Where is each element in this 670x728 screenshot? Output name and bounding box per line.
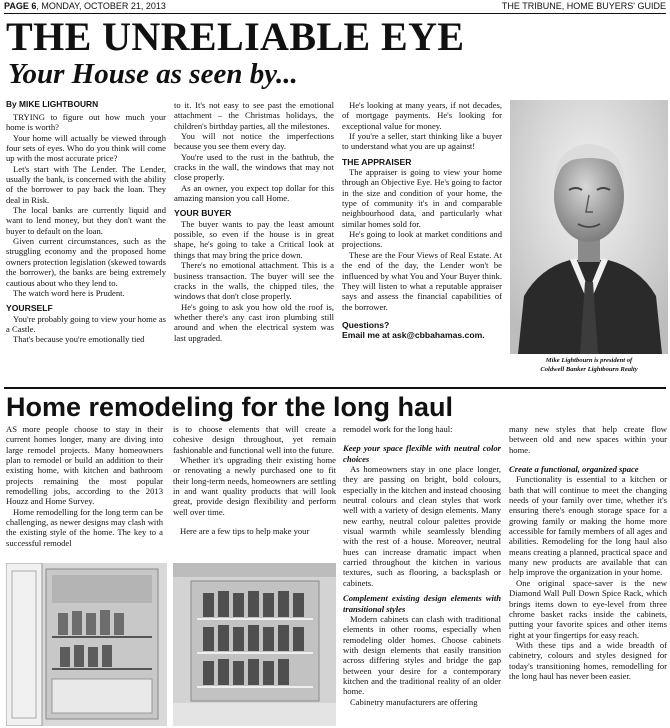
paragraph: You're probably going to view your home as a Castle.: [6, 313, 166, 334]
paragraph: many new styles that help create flow between old and new spaces within your home.: [509, 424, 667, 455]
paragraph: One original space-saver is the new Diamond Wall Pull Down Spice Rack, which brings items down to eye-level from three chrome basket racks inside the cabinets, putting your favorite spices and other items right at your fingertips for easy reach.: [509, 577, 667, 640]
paragraph: Here are a few tips to help make your: [180, 526, 310, 537]
portrait-caption: [510, 356, 668, 374]
page-number: PAGE 6: [4, 1, 37, 11]
paragraph: AS more people choose to stay in their current homes longer, many are diving into large remodel projects. Many homeowners plan to remodel or build an addition to their existing home, with kitchen and bathroom projects remaining the most popular remodelling jobs, according to the 2013 Houzz and Home Survey.: [6, 424, 163, 507]
subhead-functional: Create a functional, organized space: [509, 464, 639, 475]
article2-column-2: [173, 424, 336, 562]
paragraph: You're used to the rust in the bathtub, the cracks in the wall, the windows that may not close properly.: [174, 151, 334, 183]
paragraph: is to choose elements that will create a cohesive design throughout, yet remain fashionable and functional well into the future.: [173, 424, 336, 455]
cabinet-photo-left: [6, 563, 167, 726]
spice-rack-illustration: [173, 563, 336, 726]
byline: By MIKE LIGHTBOURN: [6, 99, 99, 109]
paragraph: He's going to ask you how old the roof is, whether there's any cast iron plumbing still around and when the electrical system was last upgraded.: [174, 301, 334, 343]
paragraph: Your home will actually be viewed through four sets of eyes. Who do you think will come up with the most accurate price?: [6, 132, 166, 164]
issue-date: , MONDAY, OCTOBER 21, 2013: [36, 1, 166, 11]
subhead-complement: Complement existing design elements with transitional styles: [343, 593, 501, 614]
paragraph: With these tips and a wide breadth of cabinetry, colours and styles designed for today's transitioning homes, remodelling for the long haul has never been easier.: [509, 639, 667, 681]
article2-column-4: [509, 424, 667, 726]
paragraph: Modern cabinets can clash with traditional elements in other rooms, especially when remodeling older homes. Choose cabinets with design elements that easily transition across differing styles and bridge the gap between your desire for a contemporary kitchen and the traditional reality of an older home.: [343, 613, 501, 697]
paragraph: The watch word here is Prudent.: [13, 287, 125, 298]
article1-column-2: [174, 100, 334, 385]
paragraph: The appraiser is going to view your home through an Objective Eye. He's going to factor in the size and condition of your home, the type of community it's in and comparable neighbourhood data, and particularly what similar homes sold for.: [342, 167, 502, 229]
paragraph: As homeowners stay in one place longer, they are passing on bright, bold colours, especially in the kitchen and instead choosing neutral colours and clean styles that work well with a variety of design elements. Many new earthy, neutral colour palettes provide visual warmth while seamlessly blending with the rest of a house. Moreover, neutral hues can increase dramatic impact when carried throughout the kitchen in various textures, such as flooring, a backsplash or cabinets.: [343, 464, 501, 588]
article1-column-1: [6, 112, 166, 385]
paragraph: Home remodelling for the long term can be challenging, as newer designs may clash with the existing style of the home. The key to a successful remodel: [6, 506, 163, 548]
article-headline: THE UNRELIABLE EYE: [6, 14, 465, 59]
author-portrait: [510, 100, 668, 354]
section-title: THE TRIBUNE, HOME BUYERS' GUIDE: [501, 1, 666, 11]
paragraph: The local banks are currently liquid and want to lend money, but they don't want the buyer to default on the loan.: [6, 205, 166, 236]
subhead-yourself: YOURSELF: [6, 303, 53, 314]
paragraph: There's no emotional attachment. This is a business transaction. The buyer will see the cracks in the walls, the chipped tiles, the windows that don't close properly.: [174, 260, 334, 302]
paragraph: These are the Four Views of Real Estate. At the end of the day, the Lender won't be influenced by what You and Your Buyer think. They will listen to what a reputable appraiser says and assess the financial capabilities of the borrower.: [342, 249, 502, 312]
subhead-your-buyer: YOUR BUYER: [174, 208, 232, 219]
caption-line-1: Mike Lightbourn is president of: [545, 357, 633, 364]
paragraph: Let's start with The Lender. The Lender, usually the bank, is concerned with the ability of the borrower to pay back the loan. They deal in Risk.: [6, 163, 166, 205]
paragraph: TRYING to figure out how much your home is worth?: [6, 112, 166, 133]
paragraph: That's because you're emotionally tied: [13, 334, 145, 345]
cabinet-photo-right: [173, 563, 336, 726]
paragraph: He's looking at many years, if not decades, of mortgage payments. He's looking for exceptional value for money.: [342, 100, 502, 131]
article1-column-3: [342, 100, 502, 385]
paragraph: He's going to look at market conditions and projections.: [342, 229, 502, 250]
page-header: [4, 0, 666, 12]
paragraph: remodel work for the long haul:: [343, 424, 453, 434]
paragraph: The buyer wants to pay the least amount possible, so even if the house is in great shape, he's going to take a Critical look at things that may bring the price down.: [174, 218, 334, 260]
paragraph: As an owner, you expect top dollar for this amazing mansion you call Home.: [174, 182, 334, 204]
subhead-appraiser: THE APPRAISER: [342, 156, 412, 167]
paragraph: Functionality is essential to a kitchen or bath that will continue to meet the changing needs of your family over time, whether it's ensuring there's enough storage space for a growing family or making the home more accessible for family members of all ages and abilities. Remodeling for the long haul also means creating a planned, practical space and many new products are available that can help improve the organization in your home.: [509, 474, 667, 578]
questions-label: Questions?: [342, 319, 390, 330]
article2-headline: Home remodeling for the long haul: [6, 392, 454, 422]
caption-line-2: Coldwell Banker Lightbourn Realty: [540, 366, 638, 373]
cabinet-illustration: [6, 563, 167, 726]
subhead-flexible: Keep your space flexible with neutral color choices: [343, 443, 501, 464]
portrait-illustration: [510, 100, 668, 354]
paragraph: Cabinetry manufacturers are offering: [350, 696, 478, 707]
contact-email: Email me at ask@cbbahamas.com.: [342, 330, 485, 341]
article-subhead: Your House as seen by...: [8, 58, 298, 90]
article-divider: [4, 387, 666, 389]
paragraph: to it. It's not easy to see past the emotional attachment – the Christmas holidays, the children's birthday parties, all the milestones.: [174, 100, 334, 131]
paragraph: You will not notice the imperfections because you see them every day.: [174, 131, 334, 152]
article2-column-1: [6, 424, 163, 562]
paragraph: Given current circumstances, such as the struggling economy and the proposed home owners protection legislation (skewed towards the borrower), the banks are being extremely cautious about who they lend to.: [6, 236, 166, 288]
paragraph: Whether it's upgrading their existing home or renovating a newly purchased one to fit their long-term needs, homeowners are settling in and want quality products that will look great, provide design flexibility and perform well over time.: [173, 455, 336, 517]
article2-column-3: [343, 424, 501, 726]
paragraph: If you're a seller, start thinking like a buyer to understand what you are up against!: [342, 131, 502, 152]
